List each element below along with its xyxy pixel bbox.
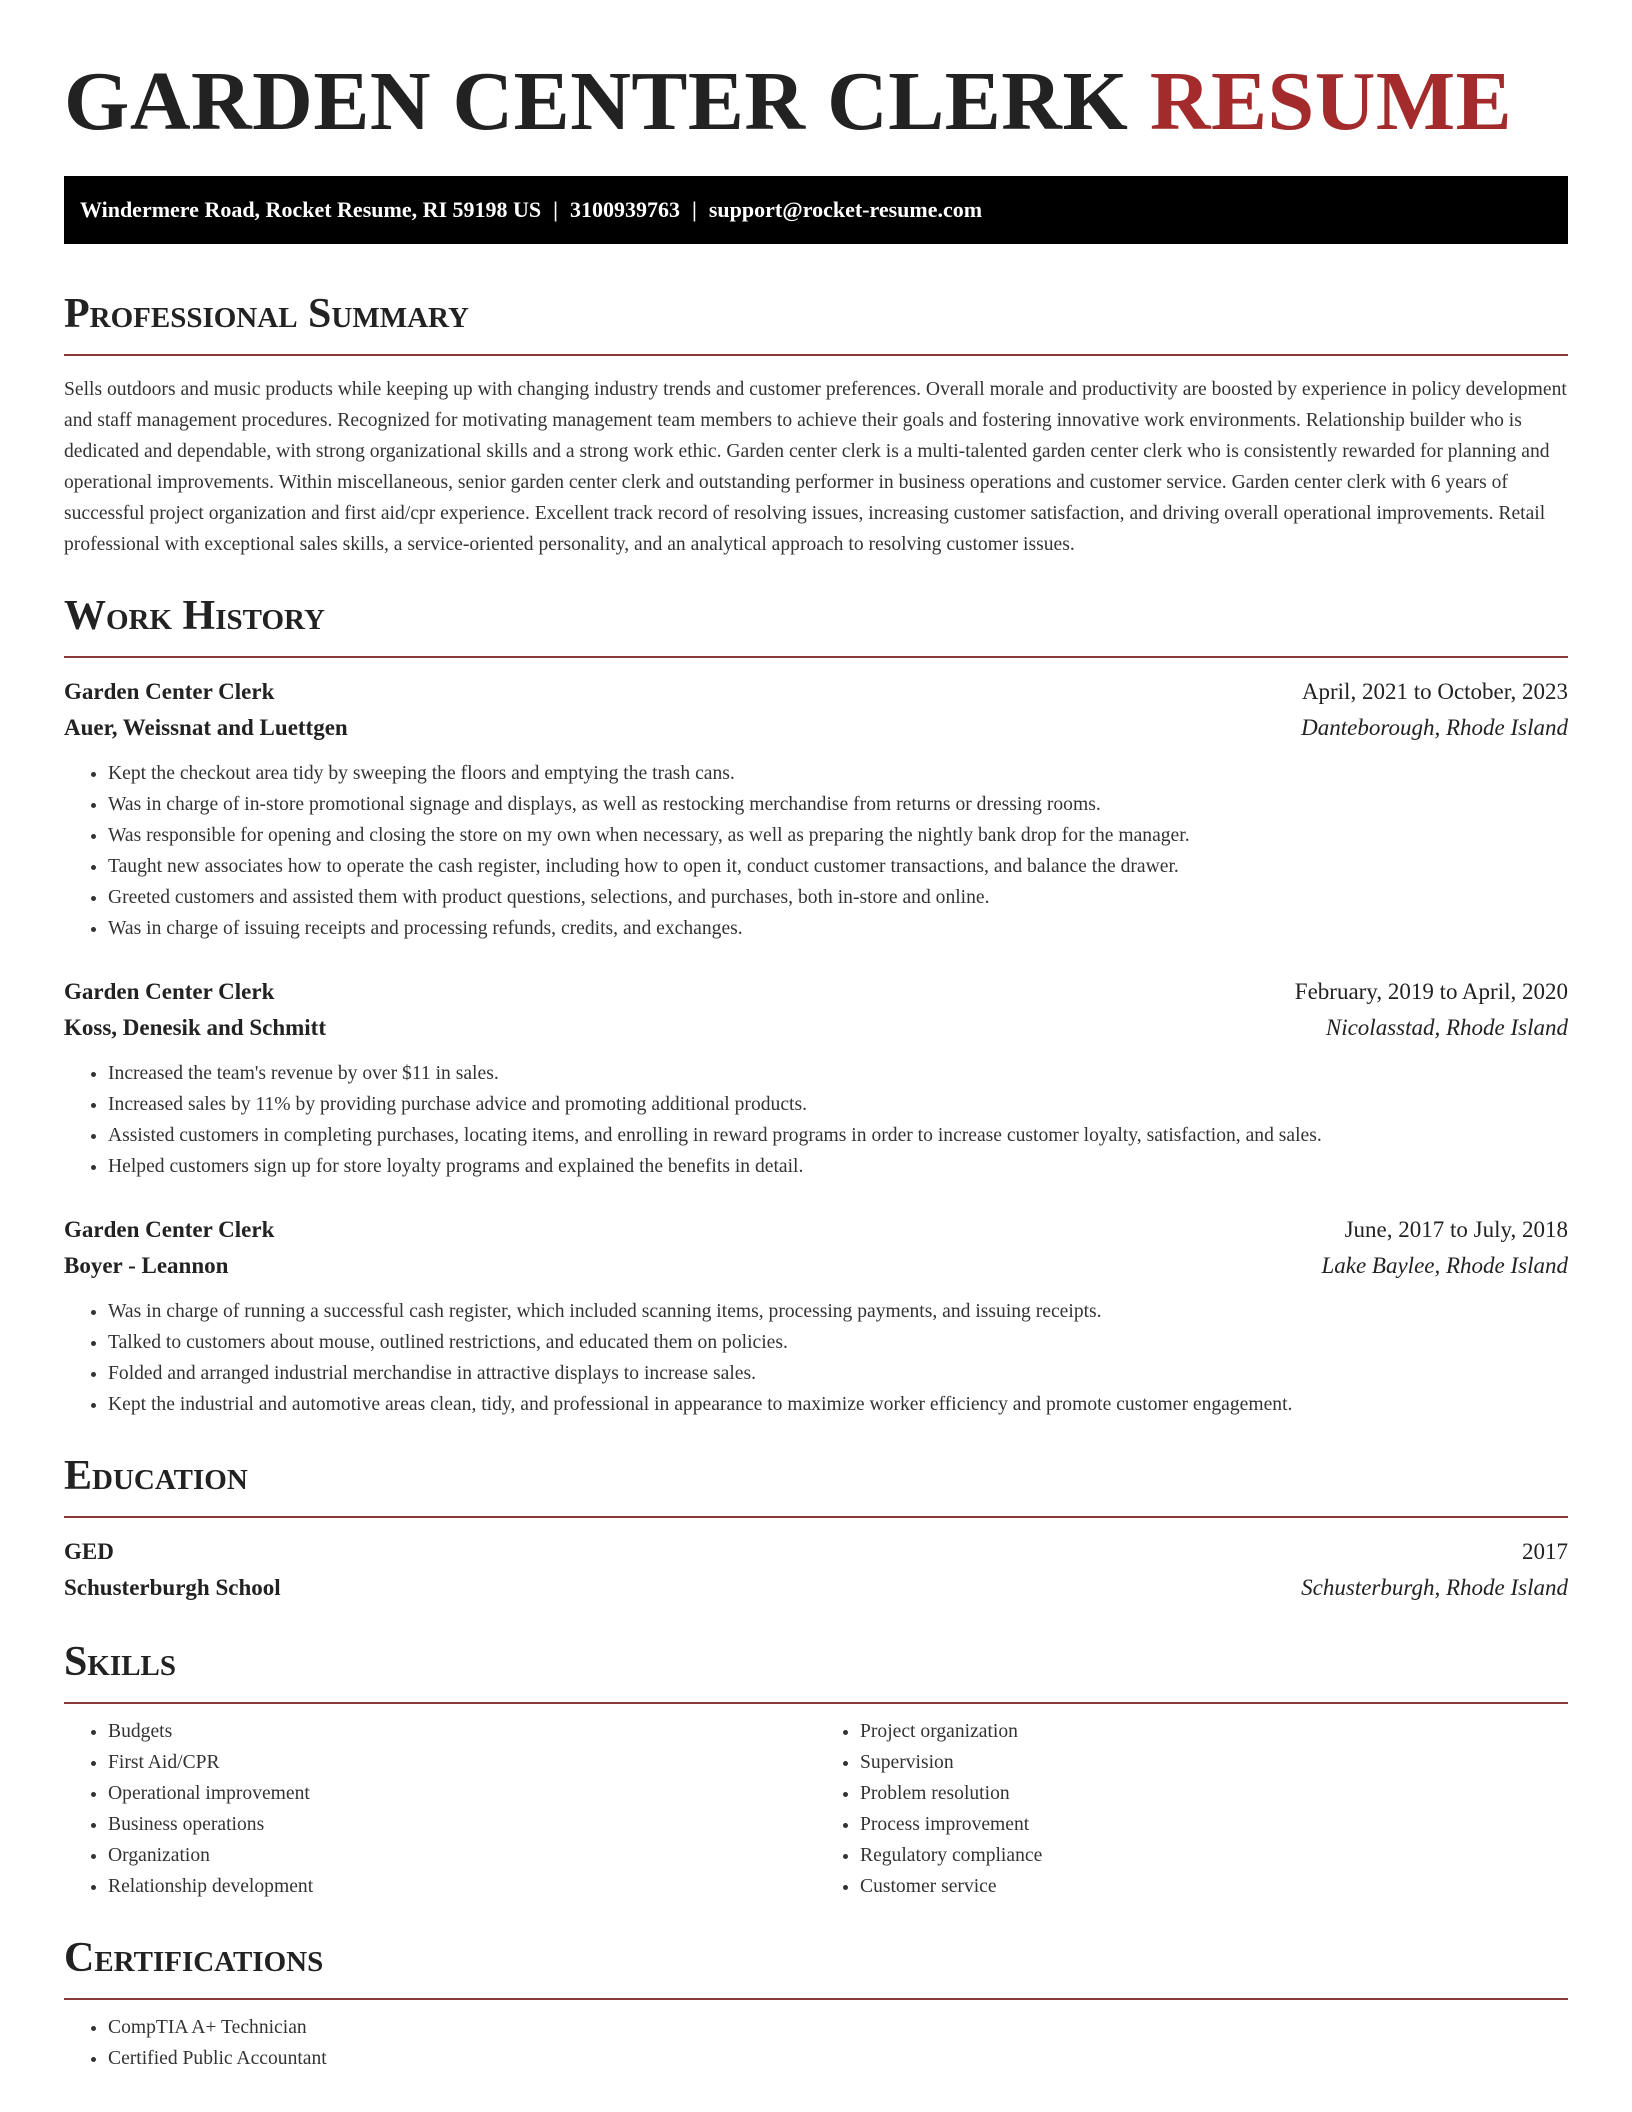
job-dates: June, 2017 to July, 2018 bbox=[1344, 1217, 1568, 1242]
skills-columns bbox=[64, 1716, 1568, 1902]
job-location: Nicolasstad, Rhode Island bbox=[1325, 1015, 1568, 1040]
education-school-row bbox=[64, 1570, 1568, 1606]
job-title: Garden Center Clerk bbox=[64, 979, 275, 1004]
summary-text: Sells outdoors and music products while keeping up with changing industry trends and customer preferences. Overall morale and productivity are boosted by experience in policy development and staff management procedures. Recognized for motivating management team members to achieve their goals and fostering innovative work environments. Relationship builder who is dedicated and dependable, with strong organizational skills and a strong work ethic. Garden center clerk is a multi-talented garden center clerk who is consistently rewarded for planning and operational improvements. Within miscellaneous, senior garden center clerk and outstanding performer in business operations and customer service. Garden center clerk with 6 years of successful project organization and first aid/cpr experience. Excellent track record of resolving issues, increasing customer satisfaction, and driving overall operational improvements. Retail professional with exceptional sales skills, a service-oriented personality, and an analytical approach to resolving customer issues. bbox=[64, 379, 1567, 555]
skill-item: • Customer service bbox=[860, 1871, 1568, 1902]
contact-address: Windermere Road, Rocket Resume, RI 59198 US bbox=[80, 197, 542, 222]
job-entry bbox=[64, 974, 1568, 1182]
job-entry bbox=[64, 674, 1568, 944]
skill-item: • Regulatory compliance bbox=[860, 1840, 1568, 1871]
job-bullet: • Was in charge of in-store promotional signage and displays, as well as restocking merchandise from returns or dressing rooms. bbox=[108, 789, 1568, 820]
job-bullet: • Was responsible for opening and closing the store on my own when necessary, as well as preparing the nightly bank drop for the manager. bbox=[108, 820, 1568, 851]
job-bullets bbox=[64, 1296, 1568, 1420]
contact-email: support@rocket-resume.com bbox=[708, 197, 983, 222]
job-title-row bbox=[64, 1212, 1568, 1248]
skill-item: • Business operations bbox=[108, 1809, 816, 1840]
skills-list-right bbox=[816, 1716, 1568, 1902]
education-degree: GED bbox=[64, 1539, 114, 1564]
skills-list-left bbox=[64, 1716, 816, 1902]
skill-item: • Operational improvement bbox=[108, 1778, 816, 1809]
certifications-list bbox=[64, 2012, 1568, 2074]
skills-section bbox=[64, 1634, 1568, 1902]
job-location: Lake Baylee, Rhode Island bbox=[1321, 1253, 1568, 1278]
job-company-row bbox=[64, 1010, 1568, 1046]
job-bullet: • Increased sales by 11% by providing purchase advice and promoting additional products. bbox=[108, 1089, 1568, 1120]
section-heading-certifications: Certifications bbox=[64, 1930, 1568, 2000]
job-company: Boyer - Leannon bbox=[64, 1253, 229, 1278]
skill-item: • Process improvement bbox=[860, 1809, 1568, 1840]
job-dates: February, 2019 to April, 2020 bbox=[1294, 979, 1568, 1004]
education-entry bbox=[64, 1534, 1568, 1606]
title-main: GARDEN CENTER CLERK bbox=[64, 55, 1129, 148]
job-dates: April, 2021 to October, 2023 bbox=[1301, 679, 1568, 704]
contact-phone: 3100939763 bbox=[570, 197, 681, 222]
section-heading-education: Education bbox=[64, 1448, 1568, 1518]
certification-item: • CompTIA A+ Technician bbox=[108, 2012, 1568, 2043]
job-bullets bbox=[64, 1058, 1568, 1182]
job-bullet: • Folded and arranged industrial merchandise in attractive displays to increase sales. bbox=[108, 1358, 1568, 1389]
education-location: Schusterburgh, Rhode Island bbox=[1301, 1575, 1568, 1600]
title-accent: RESUME bbox=[1149, 55, 1513, 148]
job-bullet: • Talked to customers about mouse, outlined restrictions, and educated them on policies. bbox=[108, 1327, 1568, 1358]
section-heading-summary: Professional Summary bbox=[64, 286, 1568, 356]
job-bullet: • Kept the checkout area tidy by sweeping the floors and emptying the trash cans. bbox=[108, 758, 1568, 789]
job-company-row bbox=[64, 1248, 1568, 1284]
job-title-row bbox=[64, 974, 1568, 1010]
contact-bar bbox=[64, 176, 1568, 244]
job-title-row bbox=[64, 674, 1568, 710]
certification-item: • Certified Public Accountant bbox=[108, 2043, 1568, 2074]
skill-item: • Supervision bbox=[860, 1747, 1568, 1778]
job-entry bbox=[64, 1212, 1568, 1420]
education-year: 2017 bbox=[1522, 1539, 1568, 1564]
skill-item: • Organization bbox=[108, 1840, 816, 1871]
job-bullet: • Greeted customers and assisted them with product questions, selections, and purchases, both in-store and online. bbox=[108, 882, 1568, 913]
skill-item: • Relationship development bbox=[108, 1871, 816, 1902]
job-bullet: • Was in charge of running a successful cash register, which included scanning items, processing payments, and issuing receipts. bbox=[108, 1296, 1568, 1327]
section-heading-work-history: Work History bbox=[64, 588, 1568, 658]
education-section bbox=[64, 1448, 1568, 1606]
job-company-row bbox=[64, 710, 1568, 746]
section-heading-skills: Skills bbox=[64, 1634, 1568, 1704]
certifications-section bbox=[64, 1930, 1568, 2074]
contact-separator: | bbox=[553, 197, 559, 222]
contact-separator: | bbox=[692, 197, 697, 222]
skill-item: • First Aid/CPR bbox=[108, 1747, 816, 1778]
job-title: Garden Center Clerk bbox=[64, 679, 275, 704]
skill-item: • Problem resolution bbox=[860, 1778, 1568, 1809]
job-bullets bbox=[64, 758, 1568, 944]
job-bullet: • Helped customers sign up for store loyalty programs and explained the benefits in detail. bbox=[108, 1151, 1568, 1182]
job-bullet: • Assisted customers in completing purchases, locating items, and enrolling in reward programs in order to increase customer loyalty, satisfaction, and sales. bbox=[108, 1120, 1568, 1151]
job-bullet: • Taught new associates how to operate the cash register, including how to open it, conduct customer transactions, and balance the drawer. bbox=[108, 851, 1568, 882]
job-bullet: • Was in charge of issuing receipts and processing refunds, credits, and exchanges. bbox=[108, 913, 1568, 944]
job-bullet: • Increased the team's revenue by over $11 in sales. bbox=[108, 1058, 1568, 1089]
skill-item: • Project organization bbox=[860, 1716, 1568, 1747]
skill-item: • Budgets bbox=[108, 1716, 816, 1747]
summary-section bbox=[64, 286, 1568, 560]
job-location: Danteborough, Rhode Island bbox=[1301, 715, 1568, 740]
resume-title bbox=[64, 52, 1568, 152]
education-school: Schusterburgh School bbox=[64, 1575, 281, 1600]
job-title: Garden Center Clerk bbox=[64, 1217, 275, 1242]
education-degree-row bbox=[64, 1534, 1568, 1570]
job-company: Auer, Weissnat and Luettgen bbox=[64, 715, 348, 740]
job-bullet: • Kept the industrial and automotive areas clean, tidy, and professional in appearance to maximize worker efficiency and promote customer engagement. bbox=[108, 1389, 1568, 1420]
job-company: Koss, Denesik and Schmitt bbox=[64, 1015, 326, 1040]
work-history-section bbox=[64, 588, 1568, 1420]
